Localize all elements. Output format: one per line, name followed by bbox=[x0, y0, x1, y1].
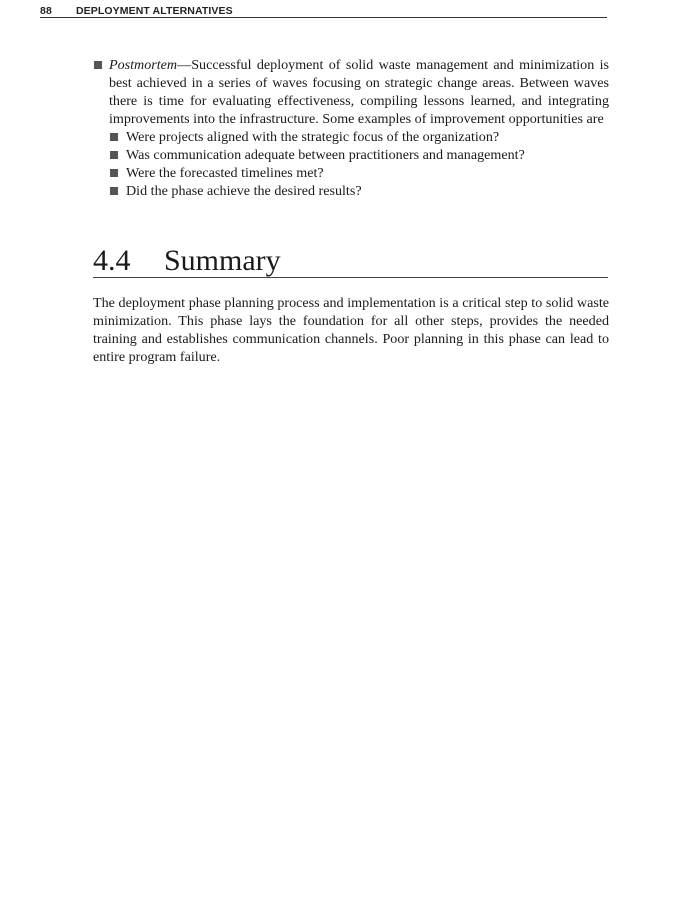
question-text: Were the forecasted timelines met? bbox=[126, 165, 324, 181]
postmortem-term: Postmortem bbox=[109, 57, 178, 73]
postmortem-bullet bbox=[93, 56, 609, 200]
square-bullet-icon bbox=[110, 187, 118, 195]
running-title: DEPLOYMENT ALTERNATIVES bbox=[76, 5, 233, 17]
question-text: Did the phase achieve the desired results? bbox=[126, 183, 362, 199]
summary-paragraph: The deployment phase planning process and implementation is a critical step to solid waste minimization. This phase lays the foundation for all other steps, provides the needed training and establishes communication channels. Poor planning in this phase can lead to entire program failure. bbox=[93, 295, 609, 365]
postmortem-item bbox=[93, 56, 609, 128]
question-text: Was communication adequate between practitioners and management? bbox=[126, 147, 525, 163]
list-item bbox=[109, 182, 609, 200]
question-text: Were projects aligned with the strategic focus of the organization? bbox=[126, 129, 500, 145]
square-bullet-icon bbox=[94, 61, 102, 69]
section-number: 4.4 bbox=[93, 244, 131, 277]
section-heading bbox=[93, 244, 608, 278]
square-bullet-icon bbox=[110, 169, 118, 177]
section-title: Summary bbox=[164, 244, 281, 277]
list-item bbox=[109, 164, 609, 182]
square-bullet-icon bbox=[110, 151, 118, 159]
postmortem-text: —Successful deployment of solid waste management and minimization is best achieved in a series of waves focusing on strategic change areas. Between waves there is time for evaluating effectiveness, compiling lessons learned, and integrating improvements into the infrastructure. Some examples of improvement opportunities are bbox=[109, 57, 609, 127]
list-item bbox=[109, 146, 609, 164]
page-number: 88 bbox=[40, 5, 52, 17]
improvement-questions-list bbox=[93, 128, 609, 200]
list-item bbox=[109, 128, 609, 146]
running-header bbox=[40, 5, 607, 18]
square-bullet-icon bbox=[110, 133, 118, 141]
